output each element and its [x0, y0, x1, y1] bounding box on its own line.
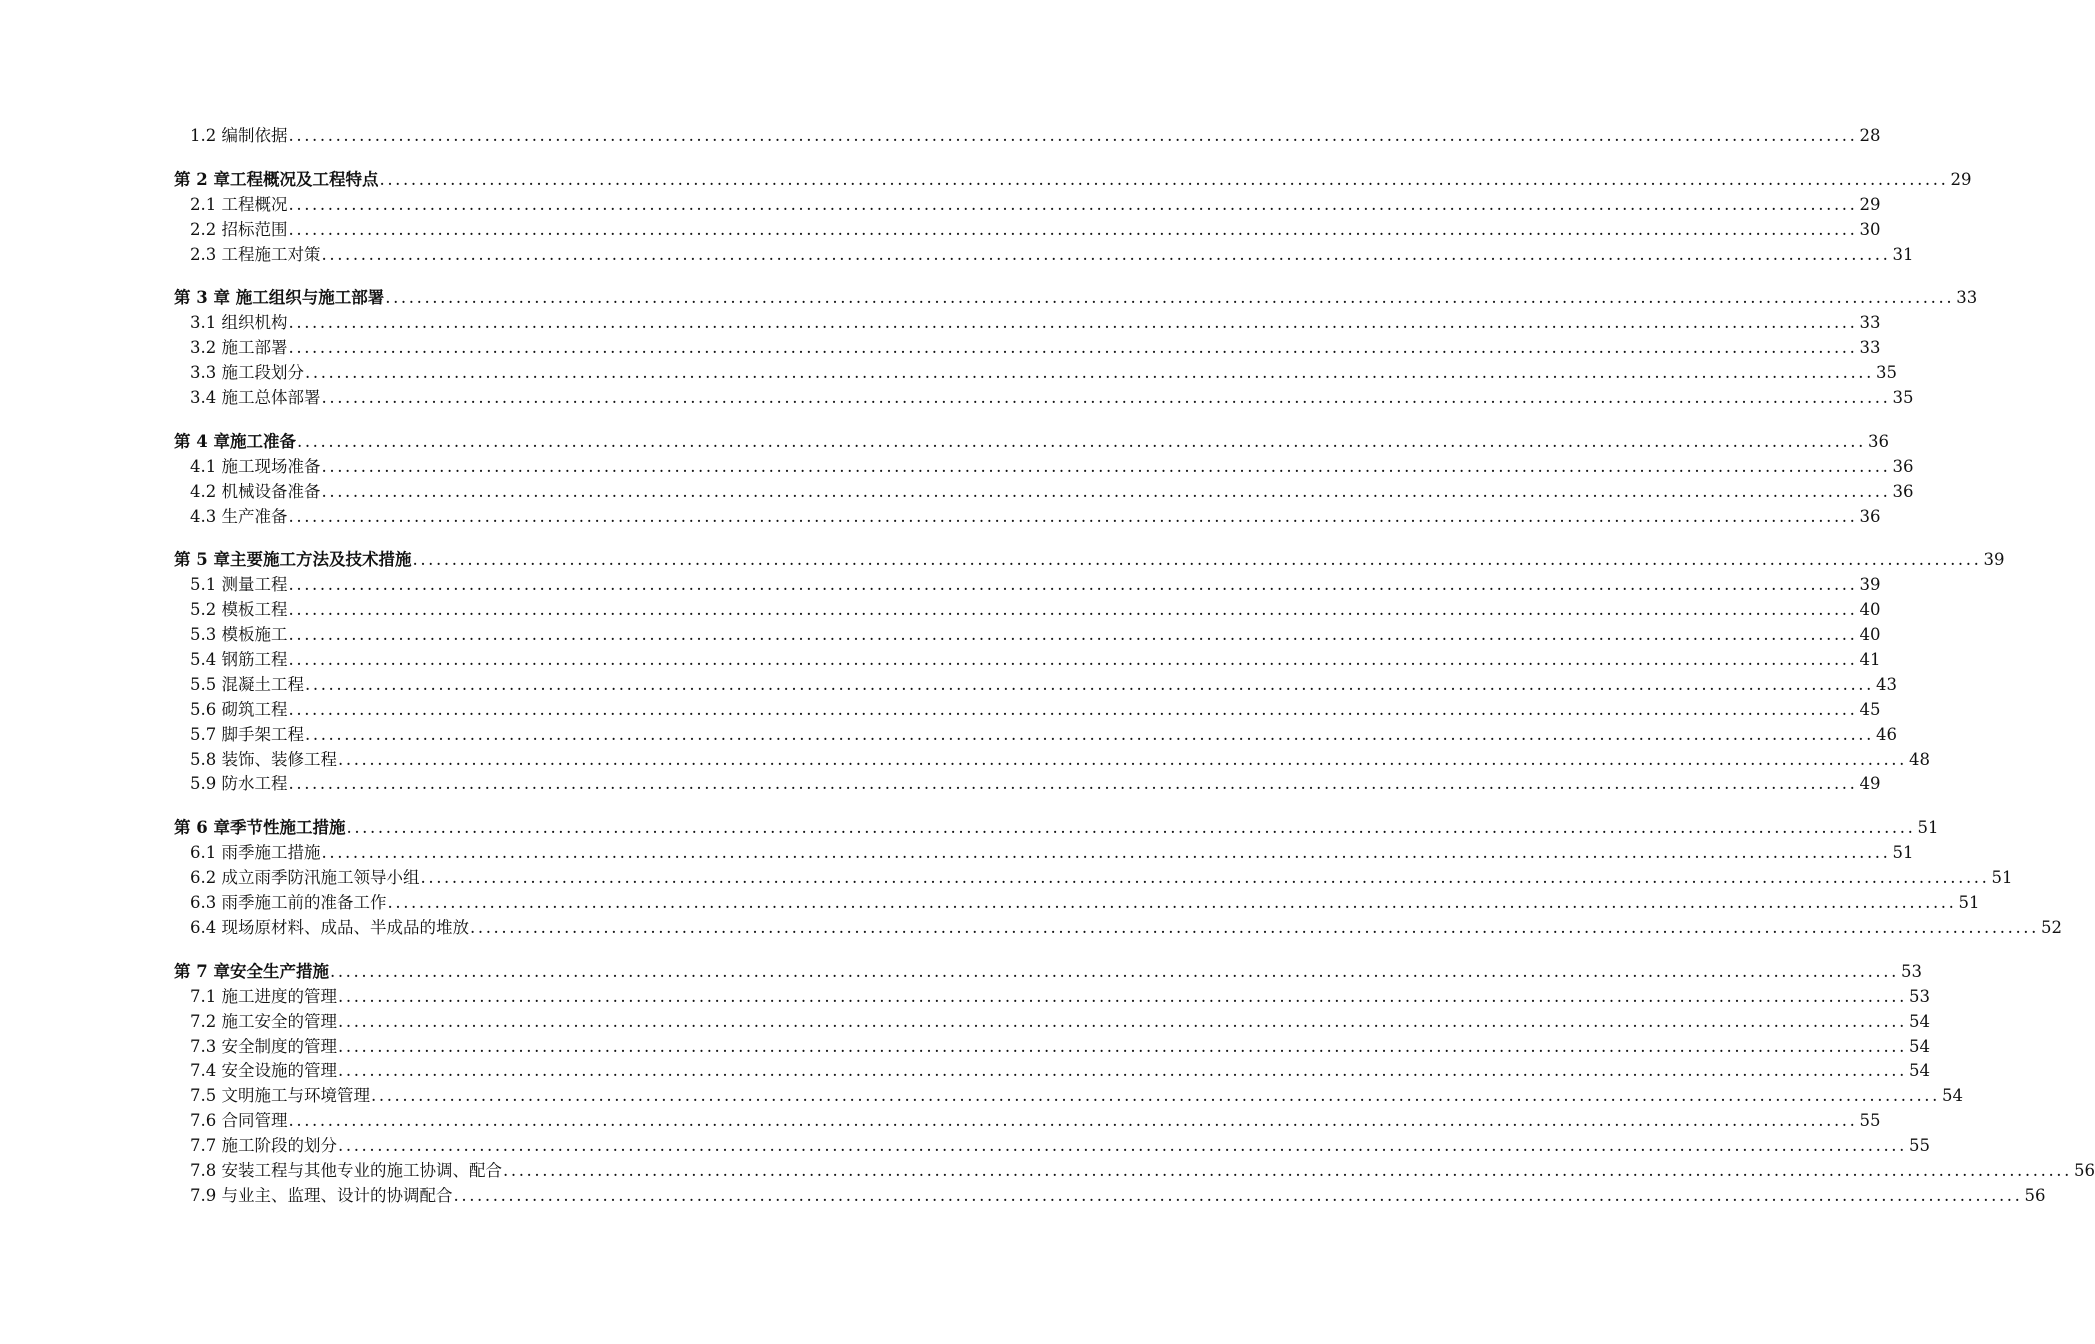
toc-section-entry[interactable]: [174, 1035, 1930, 1060]
toc-dot-leader: ........................................................................................................................................................................................................: [329, 961, 1899, 981]
toc-entry-label: 7.8 安装工程与其他专业的施工协调、配合: [190, 1160, 502, 1180]
toc-dot-leader: ........................................................................................................................................................................................................: [338, 1011, 1907, 1031]
toc-page-number: 29: [1859, 194, 1881, 214]
toc-page-number: 36: [1892, 481, 1914, 501]
toc-entry-label: 4.2 机械设备准备: [190, 481, 321, 501]
toc-dot-leader: ........................................................................................................................................................................................................: [321, 481, 1891, 501]
toc-page-number: 36: [1867, 431, 1889, 451]
toc-section-entry[interactable]: [174, 1010, 1930, 1035]
toc-entry-label: 7.2 施工安全的管理: [190, 1011, 337, 1031]
toc-dot-leader: ........................................................................................................................................................................................................: [385, 288, 1955, 308]
toc-dot-leader: ........................................................................................................................................................................................................: [288, 338, 1858, 358]
toc-page-number: 46: [1875, 724, 1897, 744]
toc-page-number: 51: [1991, 868, 2013, 888]
toc-section-entry[interactable]: [174, 218, 1881, 243]
toc-entry-label: 第 7 章安全生产措施: [174, 961, 329, 981]
toc-section-entry[interactable]: [174, 891, 1980, 916]
toc-page-number: 39: [1983, 550, 2005, 570]
toc-page-number: 35: [1892, 388, 1914, 408]
toc-dot-leader: ........................................................................................................................................................................................................: [371, 1086, 1940, 1106]
toc-dot-leader: ........................................................................................................................................................................................................: [470, 917, 2039, 937]
toc-page-number: 33: [1859, 338, 1881, 358]
toc-section-entry[interactable]: [174, 455, 1914, 480]
toc-page-number: 55: [1908, 1136, 1930, 1156]
toc-page-number: 36: [1892, 456, 1914, 476]
toc-dot-leader: ........................................................................................................................................................................................................: [412, 550, 1982, 570]
toc-entry-label: 6.1 雨季施工措施: [190, 843, 321, 863]
toc-entry-label: 6.3 雨季施工前的准备工作: [190, 893, 387, 913]
toc-entry-label: 7.5 文明施工与环境管理: [190, 1086, 370, 1106]
toc-entry-label: 2.1 工程概况: [190, 194, 288, 214]
toc-entry-label: 5.3 模板施工: [190, 625, 288, 645]
toc-entry-label: 第 3 章 施工组织与施工部署: [174, 288, 385, 308]
toc-dot-leader: ........................................................................................................................................................................................................: [321, 456, 1891, 476]
toc-dot-leader: ........................................................................................................................................................................................................: [338, 986, 1907, 1006]
toc-chapter-entry[interactable]: [174, 286, 1978, 311]
toc-page-number: 30: [1859, 219, 1881, 239]
toc-dot-leader: ........................................................................................................................................................................................................: [379, 169, 1949, 189]
toc-page-number: 48: [1908, 749, 1930, 769]
toc-page-number: 33: [1859, 313, 1881, 333]
toc-dot-leader: ........................................................................................................................................................................................................: [503, 1160, 2072, 1180]
toc-dot-leader: ........................................................................................................................................................................................................: [288, 699, 1858, 719]
toc-entry-label: 3.1 组织机构: [190, 313, 288, 333]
toc-entry-label: 5.4 钢筋工程: [190, 650, 288, 670]
toc-section-entry[interactable]: [174, 361, 1897, 386]
toc-entry-label: 7.9 与业主、监理、设计的协调配合: [190, 1185, 453, 1205]
toc-page-number: 45: [1859, 699, 1881, 719]
toc-page-number: 54: [1908, 1061, 1930, 1081]
toc-entry-label: 7.1 施工进度的管理: [190, 986, 337, 1006]
toc-section-entry[interactable]: [174, 985, 1930, 1010]
toc-section-entry[interactable]: [174, 193, 1881, 218]
toc-page-number: 41: [1859, 650, 1881, 670]
toc-dot-leader: ........................................................................................................................................................................................................: [321, 244, 1891, 264]
toc-section-entry[interactable]: [174, 124, 1881, 149]
toc-entry-label: 2.2 招标范围: [190, 219, 288, 239]
toc-page-number: 51: [1892, 843, 1914, 863]
toc-dot-leader: ........................................................................................................................................................................................................: [305, 674, 1874, 694]
toc-entry-label: 5.6 砌筑工程: [190, 699, 288, 719]
toc-dot-leader: ........................................................................................................................................................................................................: [338, 1036, 1907, 1056]
toc-section-entry[interactable]: [174, 648, 1881, 673]
toc-page-number: 31: [1892, 244, 1914, 264]
toc-dot-leader: ........................................................................................................................................................................................................: [453, 1185, 2023, 1205]
toc-dot-leader: ........................................................................................................................................................................................................: [288, 194, 1858, 214]
toc-section-entry[interactable]: [174, 386, 1914, 411]
toc-page-number: 29: [1950, 169, 1972, 189]
toc-entry-label: 第 2 章工程概况及工程特点: [174, 169, 379, 189]
toc-page-number: 39: [1859, 575, 1881, 595]
toc-chapter-entry[interactable]: [174, 168, 1972, 193]
toc-section-entry[interactable]: [174, 1059, 1930, 1084]
toc-page-number: 40: [1859, 625, 1881, 645]
toc-page-number: 56: [2073, 1160, 2095, 1180]
toc-dot-leader: ........................................................................................................................................................................................................: [338, 1061, 1907, 1081]
toc-entry-label: 3.2 施工部署: [190, 338, 288, 358]
toc-entry-label: 5.8 装饰、装修工程: [190, 749, 337, 769]
toc-dot-leader: ........................................................................................................................................................................................................: [296, 431, 1866, 451]
toc-entry-label: 5.2 模板工程: [190, 600, 288, 620]
toc-entry-label: 7.4 安全设施的管理: [190, 1061, 337, 1081]
toc-entry-label: 5.1 测量工程: [190, 575, 288, 595]
toc-page-number: 36: [1859, 506, 1881, 526]
toc-dot-leader: ........................................................................................................................................................................................................: [387, 893, 1957, 913]
toc-dot-leader: ........................................................................................................................................................................................................: [288, 774, 1858, 794]
toc-entry-label: 7.7 施工阶段的划分: [190, 1136, 337, 1156]
toc-dot-leader: ........................................................................................................................................................................................................: [288, 126, 1858, 145]
toc-entry-label: 4.1 施工现场准备: [190, 456, 321, 476]
table-of-contents: [174, 124, 2095, 1209]
toc-dot-leader: ........................................................................................................................................................................................................: [288, 625, 1858, 645]
toc-section-entry[interactable]: [174, 623, 1881, 648]
toc-dot-leader: ........................................................................................................................................................................................................: [288, 219, 1858, 239]
toc-entry-label: 5.9 防水工程: [190, 774, 288, 794]
toc-section-entry[interactable]: [174, 866, 2013, 891]
toc-page-number: 40: [1859, 600, 1881, 620]
toc-section-entry[interactable]: [174, 673, 1897, 698]
toc-section-entry[interactable]: [174, 748, 1930, 773]
toc-entry-label: 3.3 施工段划分: [190, 363, 304, 383]
toc-dot-leader: ........................................................................................................................................................................................................: [305, 363, 1874, 383]
toc-chapter-entry[interactable]: [174, 548, 2005, 573]
toc-section-entry[interactable]: [174, 1109, 1881, 1134]
toc-entry-label: 5.7 脚手架工程: [190, 724, 304, 744]
toc-section-entry[interactable]: [174, 1134, 1930, 1159]
toc-dot-leader: ........................................................................................................................................................................................................: [288, 650, 1858, 670]
toc-dot-leader: ........................................................................................................................................................................................................: [346, 818, 1916, 838]
toc-page-number: 51: [1958, 893, 1980, 913]
toc-entry-label: 7.6 合同管理: [190, 1111, 288, 1131]
toc-page-number: 35: [1875, 363, 1897, 383]
toc-section-entry[interactable]: [174, 698, 1881, 723]
toc-entry-label: 1.2 编制依据: [190, 126, 288, 145]
toc-page-number: 56: [2024, 1185, 2046, 1205]
toc-page-number: 51: [1917, 818, 1939, 838]
toc-dot-leader: ........................................................................................................................................................................................................: [338, 1136, 1907, 1156]
toc-page-number: 54: [1941, 1086, 1963, 1106]
toc-dot-leader: ........................................................................................................................................................................................................: [288, 313, 1858, 333]
toc-page-number: 43: [1875, 674, 1897, 694]
toc-dot-leader: ........................................................................................................................................................................................................: [338, 749, 1907, 769]
toc-page-number: 55: [1859, 1111, 1881, 1131]
toc-chapter-entry[interactable]: [174, 430, 1889, 455]
toc-section-entry[interactable]: [174, 598, 1881, 623]
toc-dot-leader: ........................................................................................................................................................................................................: [420, 868, 1990, 888]
toc-section-entry[interactable]: [174, 311, 1881, 336]
toc-section-entry[interactable]: [174, 480, 1914, 505]
toc-dot-leader: ........................................................................................................................................................................................................: [321, 388, 1891, 408]
toc-section-entry[interactable]: [174, 916, 2062, 941]
toc-page-number: 49: [1859, 774, 1881, 794]
toc-dot-leader: ........................................................................................................................................................................................................: [288, 506, 1858, 526]
toc-entry-label: 第 6 章季节性施工措施: [174, 818, 346, 838]
toc-entry-label: 6.4 现场原材料、成品、半成品的堆放: [190, 917, 469, 937]
toc-page-number: 54: [1908, 1011, 1930, 1031]
toc-entry-label: 5.5 混凝土工程: [190, 674, 304, 694]
toc-section-entry[interactable]: [174, 336, 1881, 361]
toc-section-entry[interactable]: [174, 243, 1914, 268]
toc-section-entry[interactable]: [174, 1184, 2046, 1209]
toc-entry-label: 6.2 成立雨季防汛施工领导小组: [190, 868, 420, 888]
toc-section-entry[interactable]: [174, 1159, 2095, 1184]
toc-section-entry[interactable]: [174, 772, 1881, 797]
toc-page-number: 54: [1908, 1036, 1930, 1056]
toc-entry-label: 第 4 章施工准备: [174, 431, 296, 451]
toc-section-entry[interactable]: [174, 573, 1881, 598]
toc-section-entry[interactable]: [174, 841, 1914, 866]
toc-dot-leader: ........................................................................................................................................................................................................: [305, 724, 1874, 744]
toc-page-number: 53: [1908, 986, 1930, 1006]
toc-entry-label: 3.4 施工总体部署: [190, 388, 321, 408]
toc-section-entry[interactable]: [174, 1084, 1963, 1109]
toc-dot-leader: ........................................................................................................................................................................................................: [321, 843, 1891, 863]
toc-page-number: 52: [2040, 917, 2062, 937]
toc-section-entry[interactable]: [174, 505, 1881, 530]
toc-entry-label: 4.3 生产准备: [190, 506, 288, 526]
toc-page-number: 28: [1859, 126, 1881, 145]
toc-page-number: 53: [1900, 961, 1922, 981]
toc-section-entry[interactable]: [174, 723, 1897, 748]
toc-chapter-entry[interactable]: [174, 816, 1939, 841]
toc-page-number: 33: [1956, 288, 1978, 308]
toc-dot-leader: ........................................................................................................................................................................................................: [288, 600, 1858, 620]
toc-entry-label: 第 5 章主要施工方法及技术措施: [174, 550, 412, 570]
toc-entry-label: 7.3 安全制度的管理: [190, 1036, 337, 1056]
toc-entry-label: 2.3 工程施工对策: [190, 244, 321, 264]
toc-dot-leader: ........................................................................................................................................................................................................: [288, 1111, 1858, 1131]
toc-chapter-entry[interactable]: [174, 960, 1922, 985]
toc-dot-leader: ........................................................................................................................................................................................................: [288, 575, 1858, 595]
